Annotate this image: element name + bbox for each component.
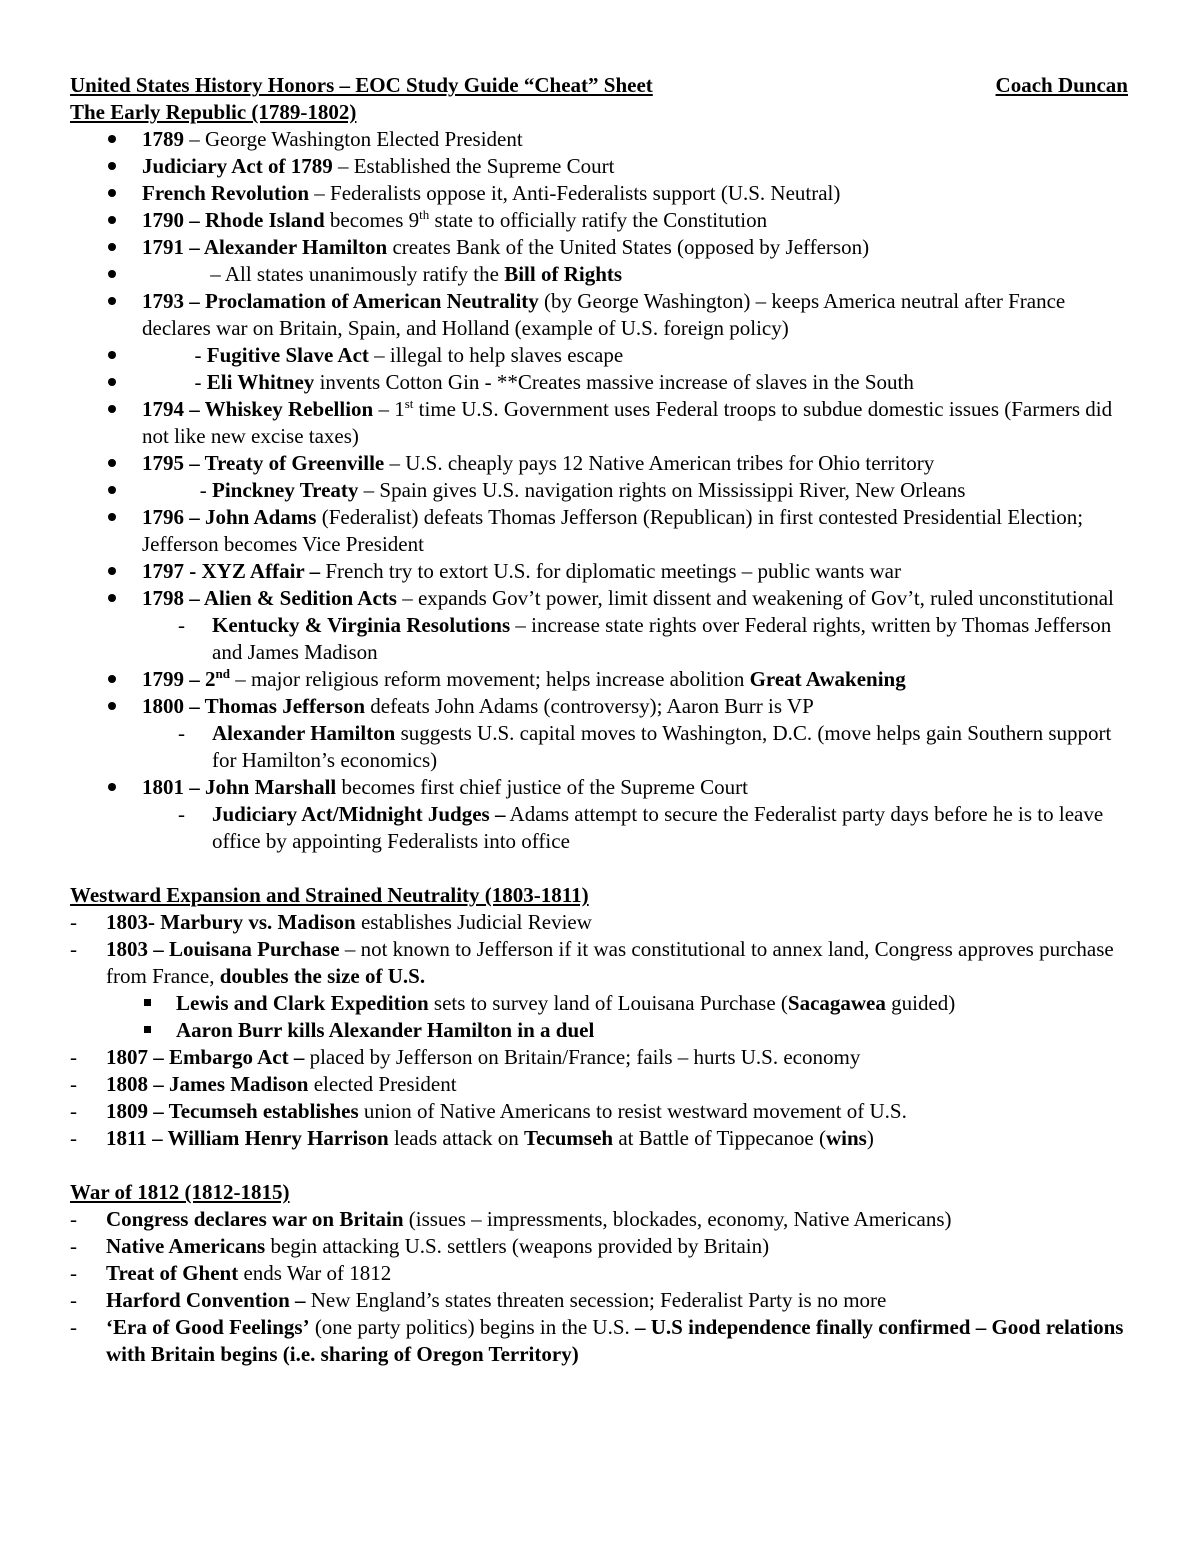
list-item (70, 1260, 1130, 1287)
bold-text: doubles the size of U.S. (219, 964, 426, 988)
bold-text: Great Awakening (744, 667, 906, 691)
item-text (70, 1044, 1130, 1071)
superscript: st (404, 396, 414, 411)
bullet-dot-icon (108, 162, 116, 170)
plain-text: – expands Gov’t power, limit dissent and weakening of Gov’t, ruled unconstitutional (396, 586, 1114, 610)
item-text (70, 396, 1130, 450)
list-item (70, 693, 1130, 720)
list-item (70, 1044, 1130, 1071)
plain-text: invents Cotton Gin - **Creates massive increase of slaves in the South (314, 370, 914, 394)
dash-bullet: - (70, 910, 77, 934)
plain-text: - (142, 343, 207, 367)
plain-text: begin attacking U.S. settlers (weapons provided by Britain) (265, 1234, 770, 1258)
dash-bullet: - (178, 613, 185, 637)
item-text (70, 504, 1130, 558)
item-text (70, 1314, 1130, 1368)
bold-text: 1791 – Alexander Hamilton (142, 235, 388, 259)
bold-text: ‘Era of Good Feelings’ (106, 1315, 310, 1339)
bullet-dot-icon (108, 783, 116, 791)
item-text (70, 612, 1130, 666)
plain-text: – illegal to help slaves escape (368, 343, 624, 367)
list-item (70, 585, 1130, 612)
dash-bullet: - (70, 1288, 77, 1312)
item-text (70, 1233, 1130, 1260)
bold-text: 1799 – (142, 667, 200, 691)
item-text (70, 558, 1130, 585)
bold-text: Eli Whitney (206, 370, 315, 394)
bold-text: Native Americans (106, 1234, 266, 1258)
bold-text: Judiciary Act of 1789 (142, 154, 333, 178)
bold-text: Harford Convention – (106, 1288, 306, 1312)
list-item (70, 126, 1130, 153)
superscript: th (419, 207, 430, 222)
bold-text: Congress declares war on Britain (106, 1207, 404, 1231)
bold-text: French Revolution (142, 181, 310, 205)
bullet-dot-icon (108, 378, 116, 386)
bold-text: Pinckney Treaty (212, 478, 359, 502)
bold-text: 1790 – Rhode Island (142, 208, 325, 232)
item-text (70, 666, 1130, 693)
bullet-dot-icon (108, 594, 116, 602)
plain-text: – major religious reform movement; helps increase abolition (229, 667, 745, 691)
bullet-dot-icon (108, 405, 116, 413)
plain-text: – 1 (373, 397, 405, 421)
dash-bullet: - (178, 802, 185, 826)
bold-text: 1807 – Embargo Act – (106, 1045, 305, 1069)
bold-text: Sacagawea (787, 991, 886, 1015)
bold-text: Bill of Rights (504, 262, 623, 286)
item-text (70, 936, 1130, 990)
author-name: Coach Duncan (995, 73, 1128, 97)
bold-text: 1797 - XYZ Affair – (142, 559, 321, 583)
plain-text: time U.S. Government uses Federal troops to subdue domestic issues (Farmers did not like new excise taxes) (142, 397, 1113, 448)
item-text (70, 1125, 1130, 1152)
list-item (70, 234, 1130, 261)
plain-text: (by George Washington) – keeps America neutral after France declares war on Britain, Spain, and Holland (example of U.S. foreign policy) (142, 289, 1066, 340)
plain-text: New England’s states threaten secession; Federalist Party is no more (305, 1288, 887, 1312)
item-text (70, 801, 1130, 855)
plain-text: – U.S. cheaply pays 12 Native American tribes for Ohio territory (384, 451, 935, 475)
bold-text: Aaron Burr kills Alexander Hamilton in a duel (176, 1018, 595, 1042)
bold-text: Treat of Ghent (106, 1261, 239, 1285)
bullet-dot-icon (108, 189, 116, 197)
plain-text: placed by Jefferson on Britain/France; fails – hurts U.S. economy (304, 1045, 861, 1069)
item-text (70, 369, 1130, 396)
item-text (70, 774, 1130, 801)
bold-text: 1811 – William Henry Harrison (106, 1126, 389, 1150)
list-item (70, 774, 1130, 801)
bold-text: 1803 – Louisana Purchase (106, 937, 340, 961)
section-title-war-of-1812: War of 1812 (1812-1815) (70, 1180, 290, 1204)
list-item (70, 342, 1130, 369)
list-item (70, 450, 1130, 477)
plain-text: (issues – impressments, blockades, economy, Native Americans) (403, 1207, 952, 1231)
dash-bullet: - (70, 937, 77, 961)
list-item (70, 261, 1130, 288)
bold-text: Judiciary Act/Midnight Judges – (212, 802, 506, 826)
list-item (70, 1287, 1130, 1314)
plain-text: - (142, 478, 212, 502)
dash-bullet: - (70, 1261, 77, 1285)
list-item (70, 477, 1130, 504)
plain-text: – Established the Supreme Court (332, 154, 615, 178)
bold-text: 1798 – Alien & Sedition Acts (142, 586, 397, 610)
item-text (70, 909, 1130, 936)
bullet-dot-icon (108, 297, 116, 305)
list-item (70, 207, 1130, 234)
bold-text: wins (825, 1126, 867, 1150)
plain-text: French try to extort U.S. for diplomatic meetings – public wants war (320, 559, 901, 583)
plain-text: creates Bank of the United States (opposed by Jefferson) (387, 235, 870, 259)
plain-text: elected President (308, 1072, 457, 1096)
square-bullet-icon (144, 999, 151, 1006)
bullet-dot-icon (108, 486, 116, 494)
bold-text: 1808 – James Madison (106, 1072, 309, 1096)
section-title-westward-expansion: Westward Expansion and Strained Neutrality (1803-1811) (70, 883, 589, 907)
plain-text: - (142, 370, 207, 394)
item-text (70, 693, 1130, 720)
plain-text: suggests U.S. capital moves to Washington, D.C. (move helps gain Southern support for Hamilton’s economics) (212, 721, 1112, 772)
dash-bullet: - (70, 1315, 77, 1339)
document-title: United States History Honors – EOC Study Guide “Cheat” Sheet (70, 73, 653, 97)
bullet-dot-icon (108, 675, 116, 683)
bullet-dot-icon (108, 270, 116, 278)
item-text (70, 1098, 1130, 1125)
bold-text: 1796 – John Adams (142, 505, 317, 529)
dash-bullet: - (70, 1207, 77, 1231)
early-republic-list (70, 126, 1130, 855)
list-item (70, 558, 1130, 585)
bold-text: 1795 – Treaty of Greenville (142, 451, 385, 475)
list-item (70, 666, 1130, 693)
list-item (70, 1125, 1130, 1152)
item-text (70, 1017, 1130, 1044)
bullet-dot-icon (108, 135, 116, 143)
list-item (70, 396, 1130, 450)
item-text (70, 180, 1130, 207)
list-item (70, 801, 1130, 855)
plain-text: – George Washington Elected President (184, 127, 523, 151)
bold-text: 1793 – Proclamation of American Neutrality (142, 289, 539, 313)
item-text (70, 1287, 1130, 1314)
list-item (70, 180, 1130, 207)
item-text (70, 288, 1130, 342)
plain-text: Adams attempt to secure the Federalist party days before he is to leave office by appointing Federalists into office (212, 802, 1104, 853)
bullet-dot-icon (108, 243, 116, 251)
plain-text: – Federalists oppose it, Anti-Federalists support (U.S. Neutral) (309, 181, 841, 205)
list-item (70, 1206, 1130, 1233)
bold-text: Alexander Hamilton (212, 721, 396, 745)
dash-bullet: - (70, 1099, 77, 1123)
dash-bullet: - (70, 1045, 77, 1069)
item-text (70, 1206, 1130, 1233)
bullet-dot-icon (108, 702, 116, 710)
plain-text: – All states unanimously ratify the (142, 262, 505, 286)
list-item (70, 990, 1130, 1017)
plain-text: leads attack on (388, 1126, 525, 1150)
plain-text: (Federalist) defeats Thomas Jefferson (Republican) in first contested Presidential Election; Jefferson becomes Vice President (142, 505, 1084, 556)
square-bullet-icon (144, 1026, 151, 1033)
list-item (70, 909, 1130, 936)
item-text (70, 153, 1130, 180)
plain-text: sets to survey land of Louisana Purchase ( (428, 991, 788, 1015)
bold-text: 1800 – Thomas Jefferson (142, 694, 366, 718)
bold-text: 1809 – Tecumseh establishes (106, 1099, 359, 1123)
document-header (70, 72, 1130, 98)
list-item (70, 612, 1130, 666)
list-item (70, 720, 1130, 774)
westward-expansion-list (70, 909, 1130, 1152)
list-item (70, 936, 1130, 990)
list-item (70, 504, 1130, 558)
bold-text: Lewis and Clark Expedition (176, 991, 429, 1015)
list-item (70, 1071, 1130, 1098)
plain-text: state to officially ratify the Constitution (429, 208, 768, 232)
dash-bullet: - (70, 1072, 77, 1096)
plain-text: union of Native Americans to resist westward movement of U.S. (358, 1099, 907, 1123)
item-text (70, 261, 1130, 288)
plain-text: defeats John Adams (controversy); Aaron Burr is VP (365, 694, 814, 718)
plain-text: (one party politics) begins in the U.S. (309, 1315, 636, 1339)
item-text (70, 477, 1130, 504)
plain-text: – Spain gives U.S. navigation rights on Mississippi River, New Orleans (358, 478, 966, 502)
bold-text: 2 (205, 667, 216, 691)
bold-text: 1801 – John Marshall (142, 775, 337, 799)
plain-text: – increase state rights over Federal rights, written by Thomas Jefferson and James Madison (212, 613, 1112, 664)
bold-text: 1794 – Whiskey Rebellion (142, 397, 374, 421)
bold-text: 1789 (142, 127, 184, 151)
plain-text: becomes first chief justice of the Supreme Court (336, 775, 748, 799)
bullet-dot-icon (108, 567, 116, 575)
bold-text: Tecumseh (524, 1126, 614, 1150)
bullet-dot-icon (108, 513, 116, 521)
item-text (70, 342, 1130, 369)
item-text (70, 990, 1130, 1017)
item-text (70, 1260, 1130, 1287)
plain-text: establishes Judicial Review (355, 910, 592, 934)
plain-text: guided) (885, 991, 956, 1015)
bold-text: 1803- Marbury vs. Madison (106, 910, 356, 934)
item-text (70, 207, 1130, 234)
bullet-dot-icon (108, 459, 116, 467)
superscript: nd (215, 666, 230, 681)
war-of-1812-list (70, 1206, 1130, 1368)
list-item (70, 1314, 1130, 1368)
plain-text: ) (866, 1126, 874, 1150)
list-item (70, 153, 1130, 180)
list-item (70, 288, 1130, 342)
list-item (70, 1233, 1130, 1260)
section-title-early-republic: The Early Republic (1789-1802) (70, 100, 357, 124)
item-text (70, 720, 1130, 774)
list-item (70, 369, 1130, 396)
bullet-dot-icon (108, 351, 116, 359)
list-item (70, 1017, 1130, 1044)
dash-bullet: - (70, 1126, 77, 1150)
plain-text: ends War of 1812 (238, 1261, 392, 1285)
list-item (70, 1098, 1130, 1125)
bold-text: – U.S independence finally confirmed – Good relations with Britain begins (i.e. sharing of Oregon Territory) (106, 1315, 1124, 1366)
item-text (70, 585, 1130, 612)
plain-text: – not known to Jefferson if it was constitutional to annex land, Congress approves purchase from France, (106, 937, 1114, 988)
bold-text: Kentucky & Virginia Resolutions (212, 613, 511, 637)
bold-text: Fugitive Slave Act (206, 343, 369, 367)
plain-text: at Battle of Tippecanoe ( (613, 1126, 826, 1150)
bullet-dot-icon (108, 216, 116, 224)
item-text (70, 450, 1130, 477)
plain-text: becomes 9 (324, 208, 420, 232)
dash-bullet: - (178, 721, 185, 745)
item-text (70, 1071, 1130, 1098)
item-text (70, 234, 1130, 261)
dash-bullet: - (70, 1234, 77, 1258)
item-text (70, 126, 1130, 153)
